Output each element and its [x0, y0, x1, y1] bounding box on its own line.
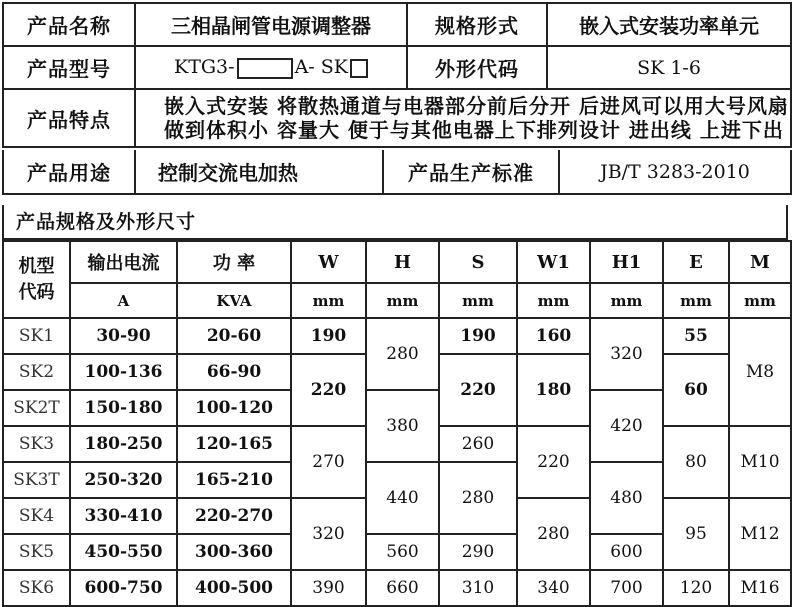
features-text	[135, 89, 791, 147]
dim-H1: 700	[590, 570, 663, 606]
dim-H: 660	[366, 570, 439, 606]
current-range: 180-250	[70, 426, 177, 462]
dim-S: 220	[439, 354, 517, 426]
model-value	[135, 46, 407, 89]
unit-W: mm	[291, 283, 366, 318]
header-W1: W1	[517, 241, 590, 283]
dim-M: M10	[729, 426, 791, 498]
dim-W1: 180	[517, 354, 590, 426]
info-row-usage	[3, 150, 791, 194]
name-value: 三相晶闸管电源调整器	[135, 3, 407, 46]
section-title: 产品规格及外形尺寸	[2, 205, 788, 240]
dim-W1: 160	[517, 318, 590, 354]
dim-H1: 480	[590, 462, 663, 534]
model-prefix: KTG3-	[174, 56, 235, 79]
dim-E: 95	[663, 498, 729, 570]
dim-S: 290	[439, 534, 517, 570]
header-W: W	[291, 241, 366, 283]
current-range: 30-90	[70, 318, 177, 354]
dim-H: 440	[366, 462, 439, 534]
model-code: SK5	[3, 534, 70, 570]
power-range: 20-60	[177, 318, 291, 354]
header-S: S	[439, 241, 517, 283]
dim-W: 270	[291, 426, 366, 498]
spec-table	[2, 240, 792, 607]
dim-M: M16	[729, 570, 791, 606]
dim-H: 380	[366, 390, 439, 462]
usage-value: 控制交流电加热	[135, 150, 383, 194]
info-row-features	[3, 89, 791, 147]
power-range: 66-90	[177, 354, 291, 390]
header-M: M	[729, 241, 791, 283]
header-H1: H1	[590, 241, 663, 283]
unit-H1: mm	[590, 283, 663, 318]
current-range: 100-136	[70, 354, 177, 390]
dim-W1: 220	[517, 426, 590, 498]
form-value: 嵌入式安装功率单元	[547, 3, 791, 46]
dim-E: 80	[663, 426, 729, 498]
usage-label: 产品用途	[3, 150, 135, 194]
standard-label: 产品生产标准	[383, 150, 559, 194]
current-range: 330-410	[70, 498, 177, 534]
current-range: 450-550	[70, 534, 177, 570]
info-row-model	[3, 46, 791, 89]
dim-W1: 280	[517, 498, 590, 570]
dim-H1: 320	[590, 318, 663, 390]
dim-W: 390	[291, 570, 366, 606]
header-E: E	[663, 241, 729, 283]
table-row	[3, 318, 791, 354]
dim-E: 55	[663, 318, 729, 354]
model-code: SK2T	[3, 390, 70, 426]
dim-W1: 340	[517, 570, 590, 606]
model-current-slot	[237, 58, 293, 79]
spec-unit-row	[3, 283, 791, 318]
power-range: 165-210	[177, 462, 291, 498]
model-code: SK6	[3, 570, 70, 606]
dim-S: 310	[439, 570, 517, 606]
dim-H1: 420	[590, 390, 663, 462]
current-range: 250-320	[70, 462, 177, 498]
model-label: 产品型号	[3, 46, 135, 89]
shape-code-value: SK 1-6	[547, 46, 791, 89]
dim-H1: 600	[590, 534, 663, 570]
model-code: SK3	[3, 426, 70, 462]
features-line-1: 嵌入式安装 将散热通道与电器部分前后分开 后进风可以用大号风扇	[164, 94, 789, 118]
header-model-line2: 代码	[18, 281, 55, 303]
dim-M: M8	[729, 318, 791, 426]
header-H: H	[366, 241, 439, 283]
unit-current: A	[70, 283, 177, 318]
power-range: 100-120	[177, 390, 291, 426]
model-code: SK2	[3, 354, 70, 390]
power-range: 120-165	[177, 426, 291, 462]
dim-S: 260	[439, 426, 517, 462]
unit-power: KVA	[177, 283, 291, 318]
model-code: SK3T	[3, 462, 70, 498]
dim-W: 190	[291, 318, 366, 354]
model-code: SK1	[3, 318, 70, 354]
name-label: 产品名称	[3, 3, 135, 46]
dim-M: M12	[729, 498, 791, 570]
unit-H: mm	[366, 283, 439, 318]
power-range: 300-360	[177, 534, 291, 570]
form-label: 规格形式	[407, 3, 547, 46]
unit-M: mm	[729, 283, 791, 318]
header-model-line1: 机型	[18, 255, 55, 277]
dim-W: 320	[291, 498, 366, 570]
dim-E: 60	[663, 354, 729, 426]
table-row	[3, 570, 791, 606]
current-range: 600-750	[70, 570, 177, 606]
dim-S: 280	[439, 462, 517, 534]
power-range: 400-500	[177, 570, 291, 606]
usage-standard-table	[2, 150, 792, 195]
model-code-slot	[350, 59, 368, 78]
header-model-code	[3, 241, 70, 318]
dim-H: 560	[366, 534, 439, 570]
dim-H: 280	[366, 318, 439, 390]
dim-W: 220	[291, 354, 366, 426]
shape-code-label: 外形代码	[407, 46, 547, 89]
info-row-name	[3, 3, 791, 46]
header-output-current: 输出电流	[70, 241, 177, 283]
dim-S: 190	[439, 318, 517, 354]
spec-header-row	[3, 241, 791, 283]
unit-S: mm	[439, 283, 517, 318]
model-code: SK4	[3, 498, 70, 534]
unit-E: mm	[663, 283, 729, 318]
power-range: 220-270	[177, 498, 291, 534]
current-range: 150-180	[70, 390, 177, 426]
dim-E: 120	[663, 570, 729, 606]
product-spec-sheet	[2, 2, 790, 603]
features-line-2: 做到体积小 容量大 便于与其他电器上下排列设计 进出线 上进下出	[164, 118, 784, 142]
features-label: 产品特点	[3, 89, 135, 147]
unit-W1: mm	[517, 283, 590, 318]
standard-value: JB/T 3283-2010	[559, 150, 791, 194]
header-power: 功 率	[177, 241, 291, 283]
model-mid: A- SK	[294, 56, 348, 79]
product-info-table	[2, 2, 792, 148]
